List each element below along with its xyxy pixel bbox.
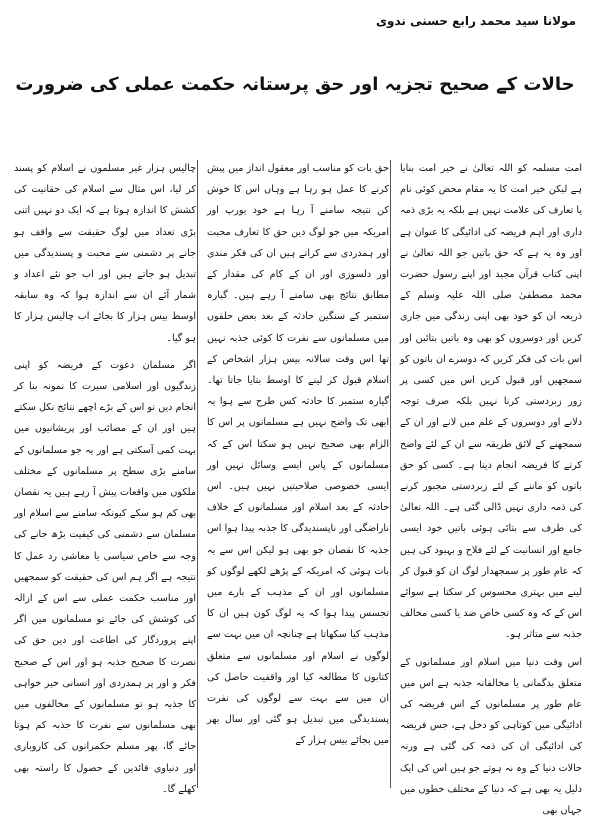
paragraph: امت مسلمہ کو اللہ تعالیٰ نے خیر امت بنایا ہے لیکن خیر امت کا یہ مقام محض کوئی نام یا تعارف کی علامت نہیں ہے بلکہ یہ بڑی ذمہ داری اور اہم فریضہ کی ادائیگی کا عنوان ہے اور وہ یہ ہے کہ حق باتیں جو اللہ تعالیٰ نے اپنی کتاب قرآن مجید اور اپنے رسول حضرت محمد مصطفیٰ صلی اللہ علیہ وسلم کے ذریعہ ان کو خود بھی اپنی زندگی میں جاری کریں اور دوسروں کو بھی وہ باتیں بتائیں اور اس بات کی فکر کریں کہ دوسرے ان باتوں کو سمجھیں اور قبول کریں اس میں کسی پر زور زبردستی کرنا نہیں بلکہ صرف توجہ دلانے اور دوسروں کے علم میں لانے اور ان کے سمجھنے کے لائق طریقہ سے ان کے لئے واضح کرنے کا فریضہ انجام دینا ہے۔ کسی کو حق باتوں کو ماننے کے لئے زبردستی مجبور کرنے کی ذمہ داری نہیں ڈالی گئی ہے۔ اللہ تعالیٰ کی طرف سے بتائی ہوئی باتیں خود ایسی جامع اور انسانیت کے لئے فلاح و بہبود کی ہیں کہ عام طور پر سمجھدار لوگ ان کو قبول کر لینے میں بہتری محسوس کر سکتا ہے سوائے اس کے کہ وہ کسی خاص ضد یا کسی مخالف جذبہ سے متاثر ہو۔ [400, 163, 582, 641]
text-column-3 [14, 158, 196, 794]
paragraph: چالیس ہزار غیر مسلموں نے اسلام کو پسند کر لیا، اس مثال سے اسلام کی حقانیت کی کشش کا اندازہ ہوتا ہے کہ ایک دو نہیں اتنی بڑی تعداد میں لوگ حقیقت سے واقف ہو جانے پر دشمنی سے محبت و پسندیدگی میں تبدیل ہو جاتے ہیں اور اب جو نئے اعداد و شمار آئے ان سے اندازہ ہوا کہ وہ سابقہ اوسط بیس ہزار کا بجائے اب چالیس ہزار کا ہو گیا۔ [14, 163, 196, 344]
article-body [8, 158, 582, 817]
article-title: حالات کے صحیح تجزیہ اور حق پرستانہ حکمت عملی کی ضرورت [15, 74, 575, 95]
paragraph: اس وقت دنیا میں اسلام اور مسلمانوں کے متعلق بدگمانی یا مخالفانہ جذبہ ہے اس میں عام طور پر مسلمانوں کے اس فریضہ کی ادائیگی میں کوتاہی کو دخل ہے، جس فریضہ کی ادائیگی ان کی ذمہ کی گئی ہے ورنہ حالات دنیا کے وہ نہ ہوتے جو ہیں اس کی ایک دلیل یہ بھی ہے کہ دنیا کے مختلف خطوں میں جہاں بھی [400, 656, 582, 817]
text-column-2 [207, 158, 389, 794]
paragraph: حق بات کو مناسب اور معقول انداز میں پیش کرنے کا عمل ہو رہا ہے وہاں اس کا خوش کن نتیجہ سامنے آ رہا ہے خود یورپ اور امریکہ میں جو لوگ دین حق کا تعارف محبت اور ہمدردی سے کراتے ہیں ان کی فکر مندی اور دلسوزی اور ان کے کام کی مقدار کے مطابق نتائج بھی سامنے آ رہے ہیں۔ گیارہ ستمبر کے سنگین حادثہ کے بعد بعض حلقوں میں مسلمانوں سے نفرت کا کوئی جذبہ نہیں تھا اس وقت سالانہ بیس ہزار اشخاص کے اسلام قبول کر لینے کا اوسط بتایا جاتا تھا۔ گیارہ ستمبر کا حادثہ کس طرح سے ہوا یہ ابھی تک واضح نہیں ہے مسلمانوں پر اس کا الزام بھی صحیح نہیں ہو سکتا اس کے کہ مسلمانوں کے پاس ایسے وسائل نہیں اور ایسی خصوصی صلاحیتیں نہیں ہیں۔ اس حادثہ کے بعد اسلام اور مسلمانوں کے خلاف ناراضگی اور ناپسندیدگی کا جذبہ پیدا ہوا اس جذبہ کا نقصان جو بھی ہو لیکن اس سے یہ بات ہوئی کہ امریکہ کے پڑھے لکھے لوگوں کو مسلمانوں اور ان کے مذہب کے بارے میں تجسس پیدا ہوا کہ یہ لوگ کون ہیں ان کا مذہب کیا سکھاتا ہے چنانچہ ان میں بہت سے لوگوں نے اسلام اور مسلمانوں سے متعلق کتابوں کا مطالعہ کیا اور واقفیت حاصل کی ان میں سے بہت سے لوگوں کی نفرت پسندیدگی میں تبدیل ہو گئی اور سال بھر میں بجائے بیس ہزار کے [207, 163, 389, 747]
author-byline: مولانا سید محمد رابع حسنی ندوی [376, 14, 576, 28]
text-column-1 [400, 158, 582, 817]
paragraph: اگر مسلمان دعوت کے فریضہ کو اپنی زندگیوں اور اسلامی سیرت کا نمونہ بنا کر انجام دیں تو اس کے بڑے اچھے نتائج نکل سکتے ہیں اور ان کے مصائب اور پریشانیوں میں بہت کمی آسکتی ہے اور یہ جو مسلمانوں کے سامنے بڑی سطح پر مسلمانوں کے مختلف ملکوں میں واقعات پیش آ رہے ہیں یہ نقصان بھی کم ہو سکے کیونکہ سامنے سے اسلام اور مسلمان سے دشمنی کی کیفیت بڑھ جانے کی وجہ سے خاص سیاسی یا معاشی رد عمل کا نتیجہ ہے اگر ہم اس کی حقیقت کو سمجھیں اور مناسب حکمت عملی سے اس کے ازالہ کی کوشش کی جائے تو مسلمانوں میں اگر اپنے پروردگار کی اطاعت اور دین حق کی نصرت کا صحیح جذبہ ہو اور اس کے صحیح فکر و اور پر ہمدردی اور انسانی خیر خواہی کا جذبہ ہو تو مسلمانوں کے مخالفوں میں بھی مسلمانوں سے نفرت کا جذبہ کم ہوتا جائے گا، پھر مسلم حکمرانوں کی کاروباری اور دنیاوی قائدین کے حصول کا راستہ بھی کھلے گا۔ [14, 359, 196, 795]
